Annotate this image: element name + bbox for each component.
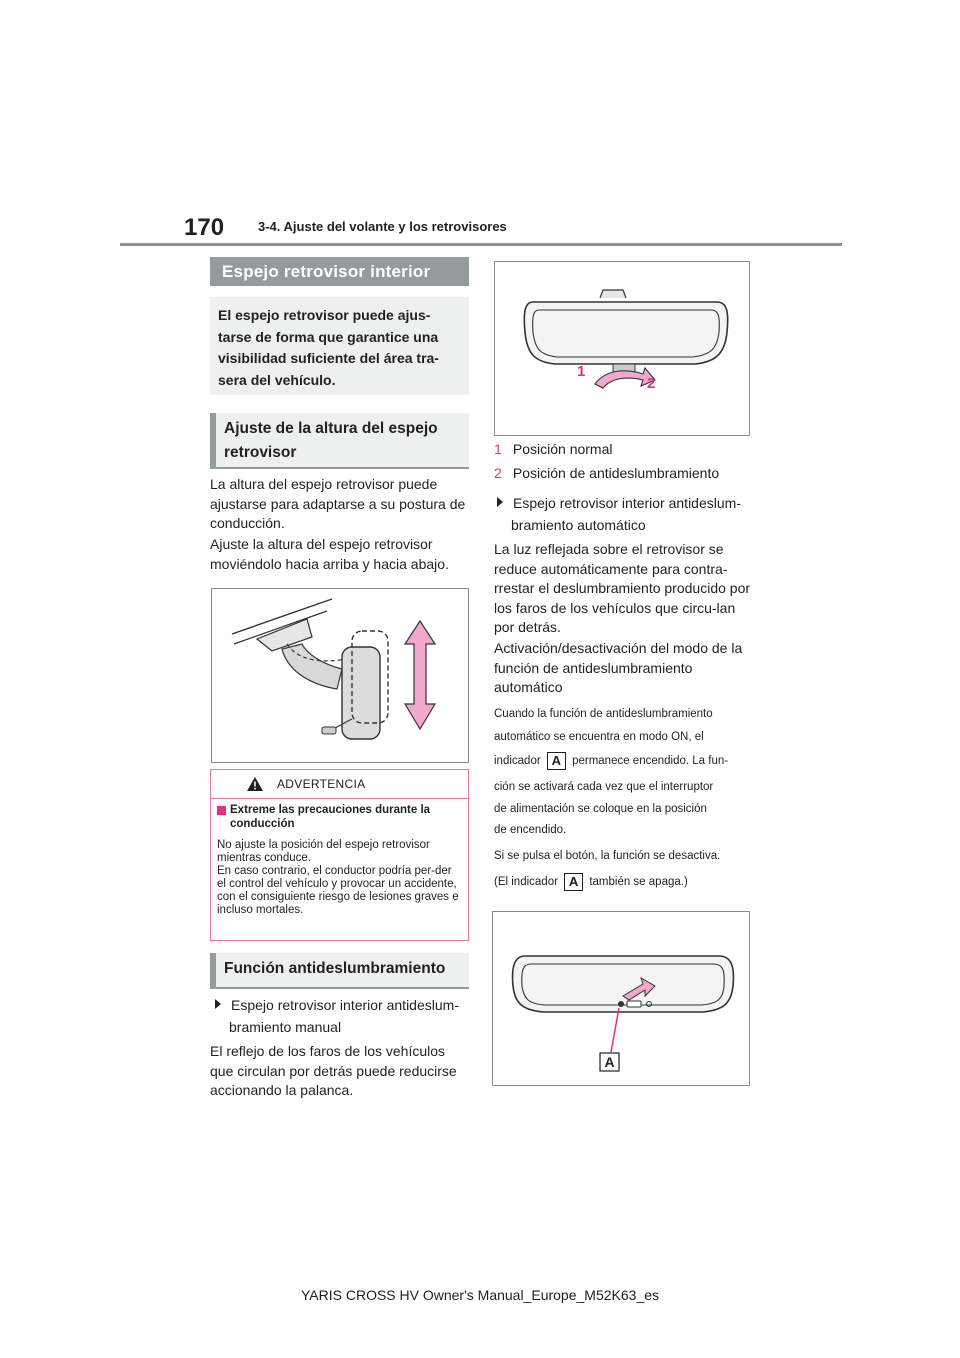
warning-heading: Extreme las precauciones durante la conducción [230,804,431,830]
subheading-height [210,413,469,469]
warning-triangle-icon [246,776,264,792]
intro-line: tarse de forma que garantice una [218,328,439,345]
warning-box [210,769,469,941]
note-line-indicator [494,752,728,770]
warning-body [217,839,463,917]
note-line-indicator [494,873,688,891]
height-paragraph-1: La altura del espejo retrovisor puede ajustarse para adaptarse a su postura de conducción. [210,476,466,531]
note-line: automático se encuentra en modo ON, el [494,731,704,743]
warning-body-line-2: En caso contrario, el conductor podría per-der el control del vehículo y provocar un accidente, con el consiguiente riesgo de lesiones graves e incluso mortales. [217,865,459,916]
list-number: 1 [494,441,502,457]
bullet-text-line-1: Espejo retrovisor interior antideslum- [231,997,459,1013]
auto-mirror-illustration [492,911,750,1086]
bullet-arrow-icon [215,999,221,1009]
warning-square-bullet-icon [217,806,226,815]
page-title: Espejo retrovisor interior [210,257,469,286]
indicator-a-icon: A [547,752,566,770]
auto-paragraph-1: La luz reflejada sobre el retrovisor se reduce automáticamente para contra-rrestar el deslumbramiento producido por los faros de los vehículos que circu-lan por detrás. [494,541,751,635]
note-text: indicador [494,755,541,768]
intro-line: visibilidad suficiente del área tra- [218,350,439,366]
header-divider [120,243,842,246]
list-item-2 [494,464,719,484]
note-line: Cuando la función de antideslumbramiento [494,708,713,720]
warning-body-line-1: No ajuste la posición del espejo retrovisor mientras conduce. [217,839,430,864]
warning-title: ADVERTENCIA [277,777,366,791]
label-position-1: 1 [577,363,586,380]
bullet-text-line-2: bramiento automático [511,517,646,533]
bullet-text-line-2: bramiento manual [229,1019,342,1035]
intro-line: sera del vehículo. [218,371,336,388]
subheading-antiglare: Función antideslumbramiento [210,953,469,989]
auto-mirror-drawing [493,912,749,1085]
note-text: también se apaga.) [589,876,688,889]
note-line: de alimentación se coloque en la posición [494,803,707,815]
label-position-2: 2 [647,375,656,392]
auto-mirror-bullet [497,492,759,536]
note-line: de encendido. [494,824,567,836]
note-text: (El indicador [494,876,558,889]
note-text: permanece encendido. La fun- [572,755,729,768]
list-text: Posición de antideslumbramiento [512,465,720,481]
mirror-lever-illustration [494,261,750,436]
intro-line: El espejo retrovisor puede ajus- [218,307,431,323]
mirror-height-drawing [212,589,468,762]
mirror-height-illustration [211,588,469,763]
note-line: ción se activará cada vez que el interruptor [494,781,714,793]
height-paragraph-2: Ajuste la altura del espejo retrovisor moviéndolo hacia arriba y hacia abajo. [210,536,449,572]
manual-mirror-bullet [215,994,473,1038]
bullet-text-line-1: Espejo retrovisor interior antideslum- [513,495,741,511]
section-title: 3-4. Ajuste del volante y los retrovisores [258,219,507,234]
list-number: 2 [494,465,502,481]
warning-title-row [211,770,468,799]
indicator-a-icon: A [564,873,583,891]
bullet-arrow-icon [497,497,503,507]
list-item-1 [494,440,613,460]
footer-text: YARIS CROSS HV Owner's Manual_Europe_M52K63_es [300,1287,660,1303]
auto-paragraph-2: Activación/desactivación del modo de la función de antideslumbramiento automático [494,640,743,695]
intro-box [210,297,469,395]
mirror-lever-drawing [495,262,749,435]
manual-paragraph: El reflejo de los faros de los vehículos que circulan por detrás puede reducirse accionando la palanca. [210,1043,457,1098]
subheading-line: retrovisor [224,444,297,461]
subheading-line: Ajuste de la altura del espejo [224,420,438,437]
note-line: Si se pulsa el botón, la función se desactiva. [494,850,721,862]
page-number: 170 [184,214,225,241]
list-text: Posición normal [512,441,613,457]
label-a: A [604,1054,615,1070]
